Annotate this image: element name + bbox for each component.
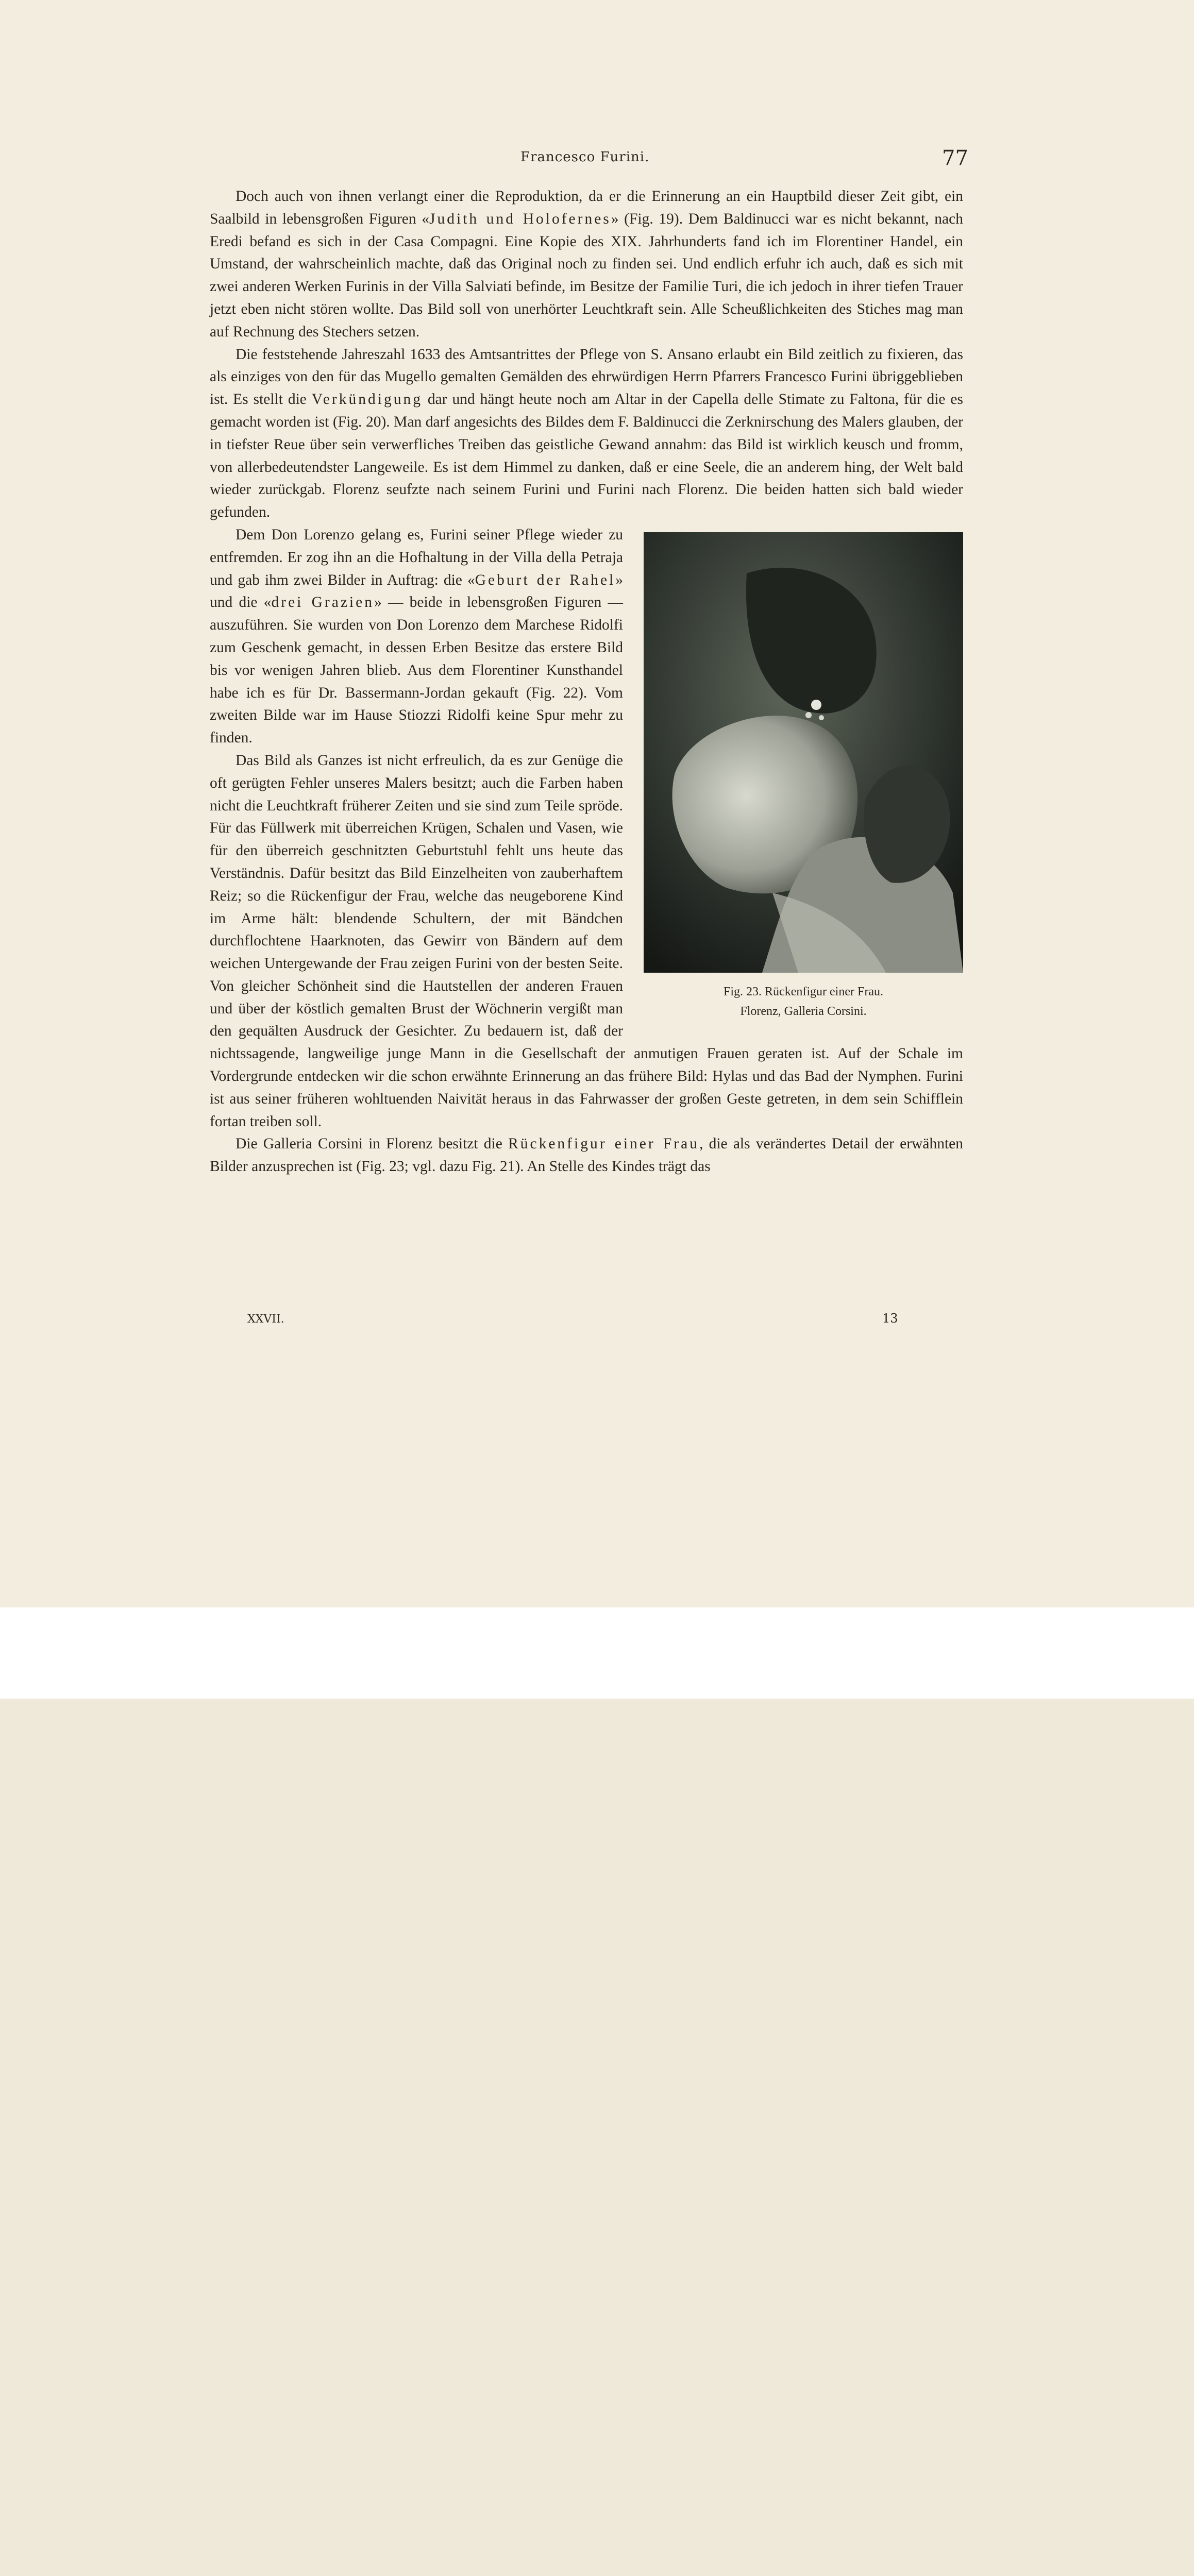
spaced-title: drei Grazien	[271, 594, 374, 611]
text-run: dar und hängt heute noch am Altar in der Capella delle Stimate zu Faltona, für die es gemacht worden ist (Fig. 20). Man darf angesichts des Bildes dem F. Baldinucci die Zerknirschung des Malers glauben, der in tiefster Reue über sein verwerfliches Treiben das geistliche Gewand annahm: das Bild ist wirklich keusch und fromm, von allerbedeutendster Langeweile. Es ist dem Himmel zu danken, daß er eine Seele, die an anderem hing, der Welt bald wieder zurückgab. Florenz seufzte nach seinem Furini und Furini nach Florenz. Die beiden hatten sich bald wieder gefunden.	[210, 391, 964, 521]
footer-signature: XXVII.	[247, 1313, 284, 1326]
painting-reproduction	[644, 532, 963, 973]
footer-sheet-number: 13	[882, 1311, 898, 1326]
paragraph-1	[210, 185, 963, 344]
text-run: Die Galleria Corsini in Florenz besitzt die	[236, 1136, 509, 1153]
running-title: Francesco Furini.	[520, 149, 650, 165]
spaced-title: Geburt der Rahel	[475, 571, 616, 588]
article-body	[210, 185, 963, 1178]
spaced-title: Verkündigung	[311, 391, 423, 408]
text-run: » (Fig. 19). Dem Baldinucci war es nicht bekannt, nach Eredi befand es sich in der Casa Compagni. Eine Kopie des XIX. Jahrhunderts fand ich im Florentiner Handel, ein Umstand, der wahrscheinlich machte, daß das Original noch zu finden sei. Und endlich erfuhr ich auch, daß es sich mit zwei anderen Werken Furinis in der Villa Salviati befinde, im Besitze der Familie Turi, die ich jedoch in ihrer tiefen Trauer jetzt eben nicht stören wollte. Das Bild soll von unerhörter Leuchtkraft sein. Alle Scheußlichkeiten des Stiches mag man auf Rechnung des Stechers setzen.	[210, 210, 963, 340]
caption-title: Fig. 23. Rückenfigur einer Frau.	[724, 985, 883, 998]
viewer-bottom-bar	[0, 1607, 1194, 1699]
spaced-title: Judith und Holofernes	[429, 210, 611, 227]
spaced-title: Rückenfigur einer Frau	[508, 1136, 699, 1153]
paragraph-4: Das Bild als Ganzes ist nicht erfreulich, da es zur Genüge die oft gerügten Fehler unseres Malers besitzt; auch die Farben haben nicht die Leuchtkraft früherer Zeiten und sie sind zum Teile spröde. Für das Füllwerk mit überreichen Krügen, Schalen und Vasen, wie für den überreich geschnitzten Geburtstuhl fehlt uns heute das Verständnis. Dafür besitzt das Bild Einzelheiten von zauberhaftem Reiz; so die Rückenfigur der Frau, welche das neugeborene Kind im Arme hält: blendende Schultern, der mit Bändchen durchflochtene Haarknoten, das Gewirr von Bändern auf dem weichen Untergewande der Frau zeigen Furini von der besten Seite. Von gleicher Schönheit sind die Hautstellen der anderen Frauen und über der köstlich gemalten Brust der Wöchnerin vergißt man den gequälten Ausdruck der Gesichter. Zu bedauern ist, daß der nichtssagende, langweilige junge Mann in die Gesellschaft der anmutigen Frauen geraten ist. Auf der Schale im Vordergrunde entdecken wir die schon erwähnte Erinnerung an das frühere Bild: Hylas und das Bad der Nymphen. Furini ist aus seiner früheren wohltuenden Naivität heraus in das Fahrwasser der großen Geste getreten, in dem sein Schifflein fortan treiben soll.	[210, 752, 963, 1130]
text-run: Die feststehende Jahreszahl 1633 des Amtsantrittes der Pflege von S. Ansano erlaubt ein Bild zeitlich zu fixieren, das als einziges von den für das Mugello gemalten Gemälden des ehrwürdigen Herrn Pfarrers Francesco Furini übriggeblieben ist. Es stellt die	[210, 346, 963, 408]
text-run: Doch auch von ihnen verlangt einer die Reproduktion, da er die Erinnerung an ein Hauptbild dieser Zeit gibt, ein Saalbild in lebensgroßen Figuren «	[210, 188, 963, 227]
text-run: » und die «	[210, 571, 623, 611]
figure-caption	[644, 982, 963, 1021]
paragraph-5	[210, 1133, 963, 1178]
figure-23	[644, 532, 963, 1021]
text-run: » — beide in lebensgroßen Figuren — auszuführen. Sie wurden von Don Lorenzo dem Marchese Ridolfi zum Geschenk gemacht, in dessen Erben Besitze das erstere Bild bis vor wenigen Jahren blieb. Aus dem Florentiner Kunsthandel habe ich es für Dr. Bassermann-Jordan gekauft (Fig. 22). Vom zweiten Bilde war im Hause Stiozzi Ridolfi keine Spur mehr zu finden.	[210, 594, 623, 747]
caption-location: Florenz, Galleria Corsini.	[740, 1004, 867, 1018]
text-run: , die als verändertes Detail der erwähnten Bilder anzusprechen ist (Fig. 23; vgl. dazu Fig. 21). An Stelle des Kindes trägt das	[210, 1136, 963, 1175]
page-number: 77	[942, 146, 968, 170]
text-run: Dem Don Lorenzo gelang es, Furini seiner Pflege wieder zu entfremden. Er zog ihn an die Hofhaltung in der Villa della Petraja und gab ihm zwei Bilder in Auftrag: die «	[210, 526, 623, 588]
paragraph-2	[210, 344, 963, 524]
